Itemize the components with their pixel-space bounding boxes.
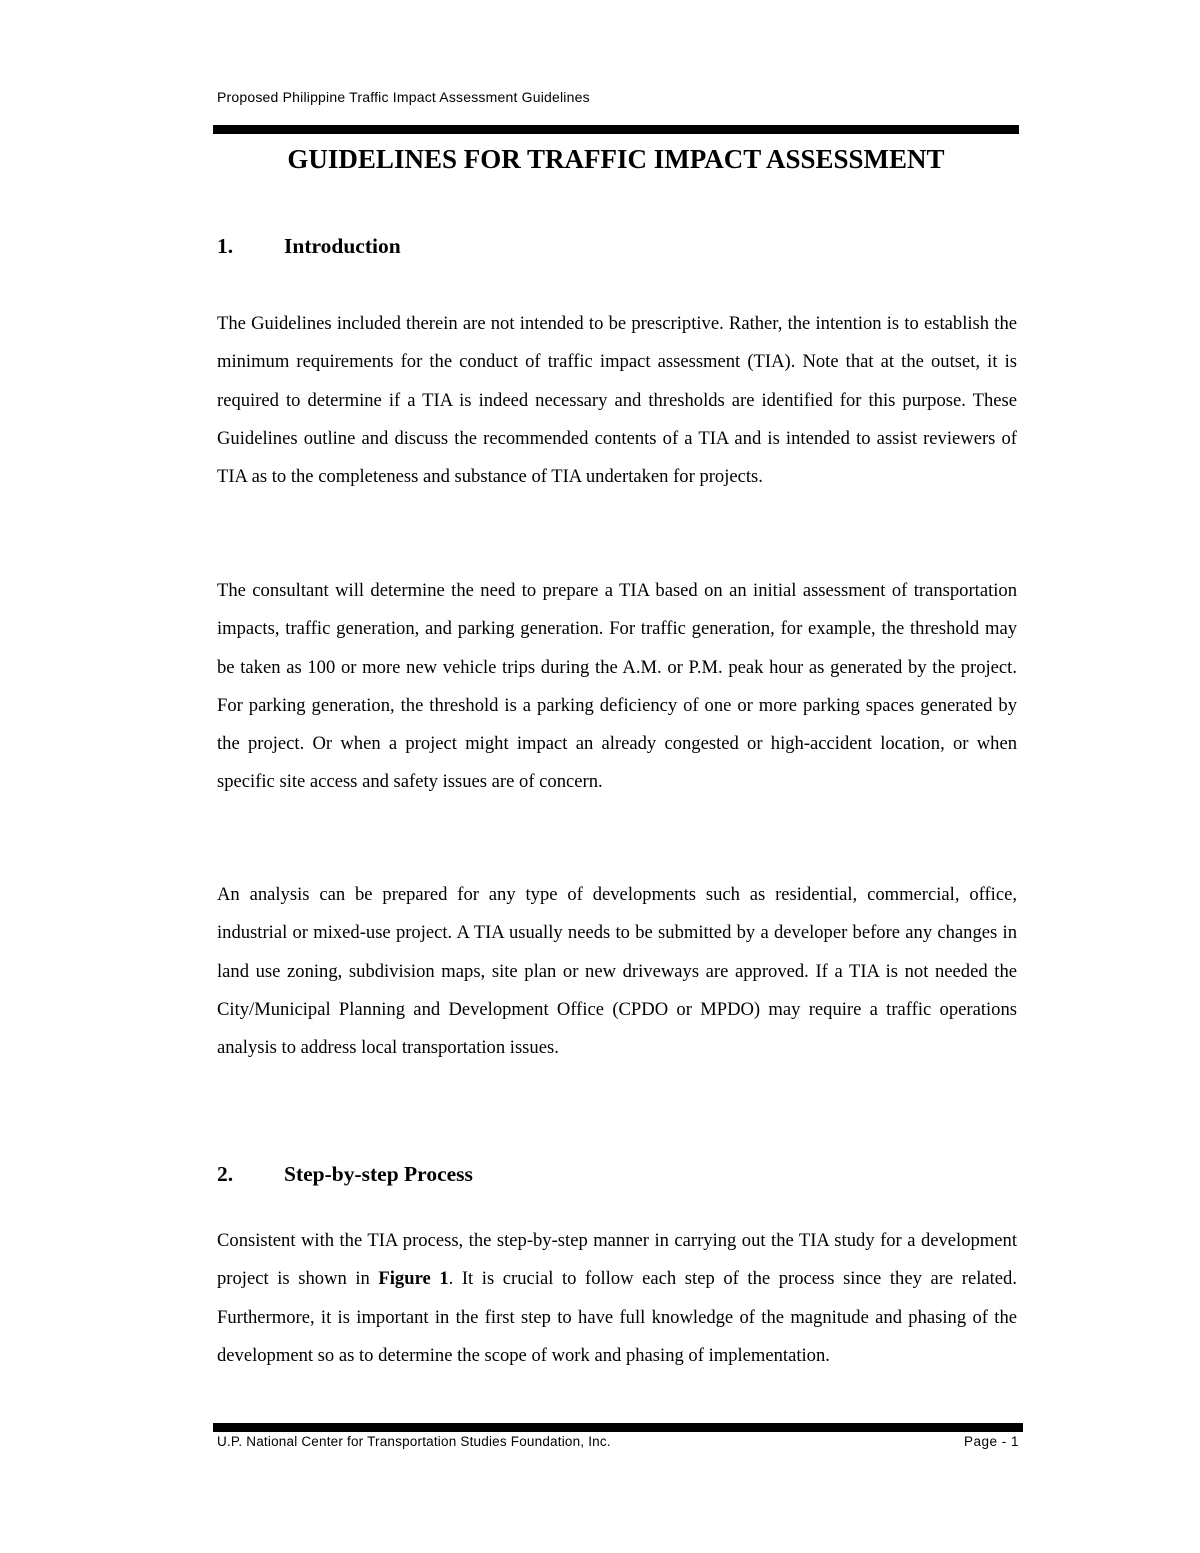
section-2-title: Step-by-step Process [284,1162,473,1186]
footer-organization: U.P. National Center for Transportation Studies Foundation, Inc. [217,1434,611,1449]
process-text-end: . It is crucial to follow each step of the process since they are related. Furthermore, it is important in the first step to have full knowledge of the magnitude and phasing of the development so as to determine the scope of work and phasing of implementation. [217,1268,1017,1366]
header-rule [213,125,1019,134]
figure-1-reference: Figure 1 [378,1268,449,1290]
intro-paragraph-3: An analysis can be prepared for any type of developments such as residential, commercial, office, industrial or mixed-use project. A TIA usually needs to be submitted by a developer before any changes in land use zoning, subdivision maps, site plan or new driveways are approved. If a TIA is not needed the City/Municipal Planning and Development Office (CPDO or MPDO) may require a traffic operations analysis to address local transportation issues. [217,884,1017,1059]
section-1-heading [217,234,401,259]
footer-rule [213,1423,1023,1432]
running-header: Proposed Philippine Traffic Impact Assessment Guidelines [217,89,590,105]
section-2-number: 2. [217,1162,234,1186]
section-1-title: Introduction [284,234,401,258]
process-text-start: Consistent with the TIA process, the step-by-step manner in carrying out the TIA study for a development project is shown in [217,1230,1017,1290]
document-title: GUIDELINES FOR TRAFFIC IMPACT ASSESSMENT [287,144,945,174]
section-2-heading [217,1162,473,1187]
intro-paragraph-2: The consultant will determine the need to prepare a TIA based on an initial assessment of transportation impacts, traffic generation, and parking generation. For traffic generation, for example, the threshold may be taken as 100 or more new vehicle trips during the A.M. or P.M. peak hour as generated by the project. For parking generation, the threshold is a parking deficiency of one or more parking spaces generated by the project. Or when a project might impact an already congested or high-accident location, or when specific site access and safety issues are of concern. [217,580,1017,793]
process-paragraph [217,1222,1017,1375]
section-1-number: 1. [217,234,234,258]
intro-paragraph-1: The Guidelines included therein are not intended to be prescriptive. Rather, the intention is to establish the minimum requirements for the conduct of traffic impact assessment (TIA). Note that at the outset, it is required to determine if a TIA is indeed necessary and thresholds are identified for this purpose. These Guidelines outline and discuss the recommended contents of a TIA and is intended to assist reviewers of TIA as to the completeness and substance of TIA undertaken for projects. [217,313,1017,488]
page-number: Page - 1 [963,1434,1019,1449]
